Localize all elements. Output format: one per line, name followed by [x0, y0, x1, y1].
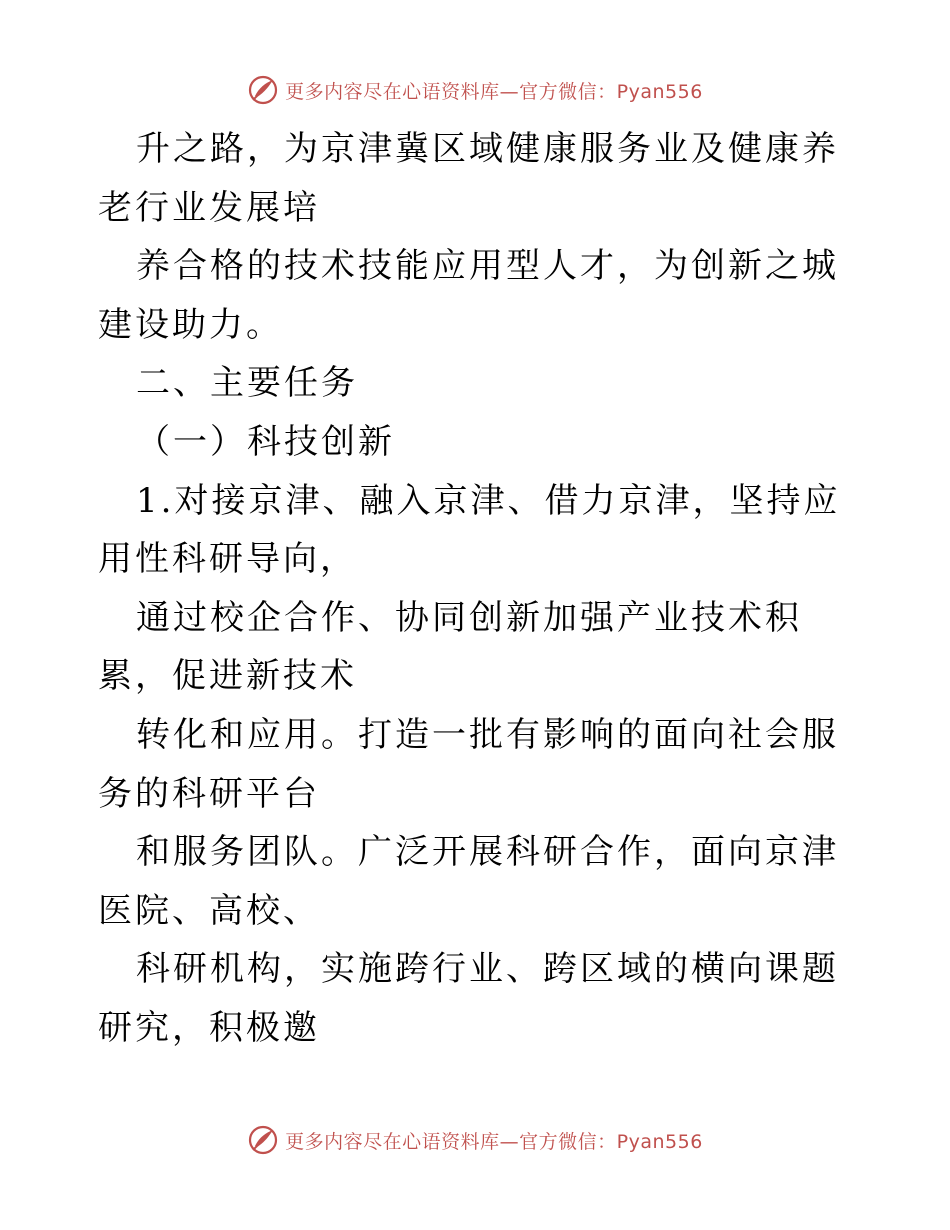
header-watermark: [0, 70, 950, 110]
paragraph: 1.对接京津、融入京津、借力京津，坚持应用性科研导向，: [98, 480, 841, 580]
paragraph: 升之路，为京津冀区域健康服务业及健康养老行业发展培: [98, 129, 839, 228]
watermark-group: [247, 74, 703, 106]
watermark-text: 更多内容尽在心语资料库—官方微信：Pyan556: [285, 1130, 703, 1153]
paragraph: 养合格的技术技能应用型人才，为创新之城建设助力。: [98, 246, 839, 345]
document-body: [98, 120, 858, 1058]
quill-logo-icon: [247, 74, 279, 106]
footer-watermark: [0, 1120, 950, 1160]
watermark-group: [247, 1124, 703, 1156]
subsection-heading: （一）科技创新: [136, 421, 395, 462]
section-heading: 二、主要任务: [136, 363, 358, 404]
quill-logo-icon: [247, 1124, 279, 1156]
paragraph: 通过校企合作、协同创新加强产业技术积累，促进新技术: [98, 597, 802, 697]
paragraph: 和服务团队。广泛开展科研合作，面向京津医院、高校、: [98, 832, 839, 931]
watermark-text: 更多内容尽在心语资料库—官方微信：Pyan556: [285, 80, 703, 103]
paragraph: 转化和应用。打造一批有影响的面向社会服务的科研平台: [98, 714, 839, 814]
paragraph: 科研机构，实施跨行业、跨区域的横向课题研究，积极邀: [98, 949, 839, 1048]
